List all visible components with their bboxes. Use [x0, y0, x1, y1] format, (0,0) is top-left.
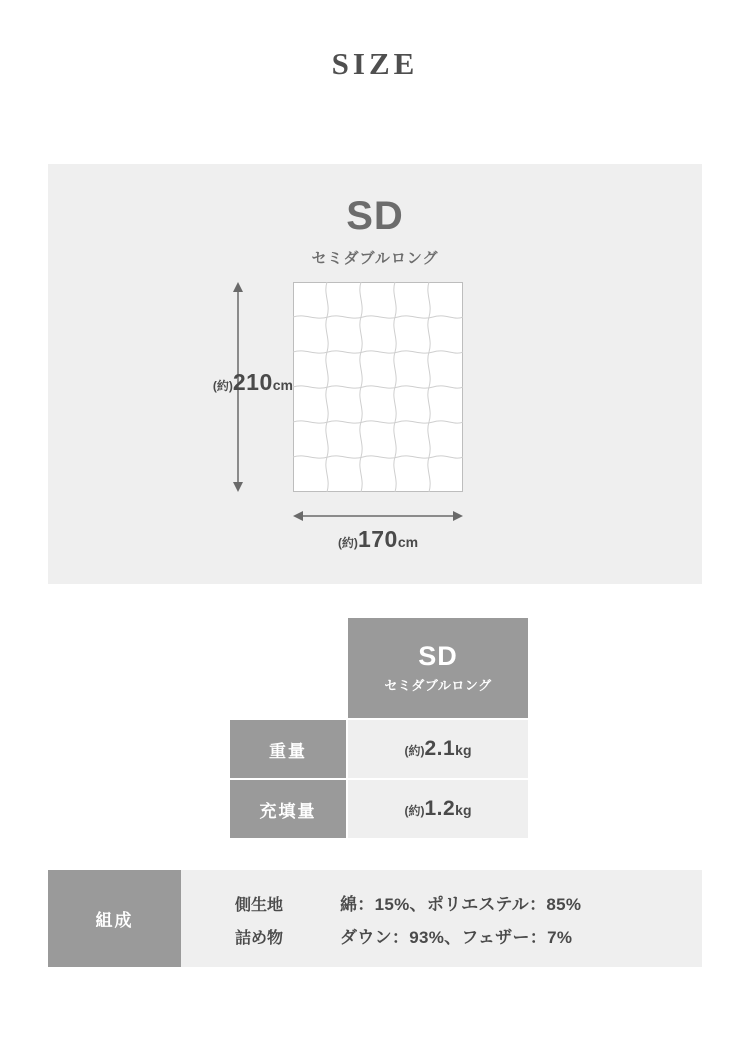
height-dimension-label	[173, 369, 293, 396]
fill-value: 1.2	[424, 797, 456, 820]
width-unit: cm	[397, 534, 419, 550]
weight-value: 2.1	[424, 737, 456, 760]
composition-row-shell	[235, 890, 702, 915]
spec-header-name: セミダブルロング	[384, 678, 492, 694]
table-row	[229, 617, 529, 719]
spec-header-size	[347, 617, 529, 719]
quilt-illustration	[293, 282, 463, 492]
composition-body	[181, 870, 702, 967]
composition-label: 組成	[48, 870, 181, 967]
composition-row-fill	[235, 923, 702, 948]
width-arrow-icon	[293, 509, 463, 523]
spec-row-value-fill	[347, 779, 529, 839]
weight-unit: kg	[455, 742, 472, 758]
table-row	[229, 779, 529, 839]
size-diagram-panel	[48, 164, 702, 584]
diagram-size-code: SD	[346, 194, 404, 238]
spec-header-blank	[229, 617, 347, 719]
spec-row-label-fill: 充填量	[229, 779, 347, 839]
composition-key-shell: 側生地	[235, 896, 284, 914]
spec-row-value-weight	[347, 719, 529, 779]
height-approx: (約)	[212, 379, 233, 393]
width-value: 170	[357, 526, 398, 552]
composition-key-fill: 詰め物	[235, 929, 284, 947]
width-approx: (約)	[337, 536, 358, 550]
weight-approx: (約)	[404, 744, 425, 758]
height-unit: cm	[272, 377, 293, 393]
fill-approx: (約)	[404, 804, 425, 818]
width-dimension-label	[293, 526, 463, 553]
diagram-size-name: セミダブルロング	[311, 250, 439, 267]
composition-value-fill: ダウン：93%、フェザー：7%	[340, 927, 573, 947]
spec-header-code: SD	[418, 640, 458, 671]
composition-block	[48, 870, 702, 967]
spec-table	[228, 616, 530, 840]
table-row	[229, 719, 529, 779]
fill-unit: kg	[455, 802, 472, 818]
composition-value-shell: 綿：15%、ポリエステル：85%	[340, 894, 582, 914]
height-value: 210	[232, 369, 273, 395]
spec-row-label-weight: 重量	[229, 719, 347, 779]
page-title: SIZE	[331, 46, 419, 81]
